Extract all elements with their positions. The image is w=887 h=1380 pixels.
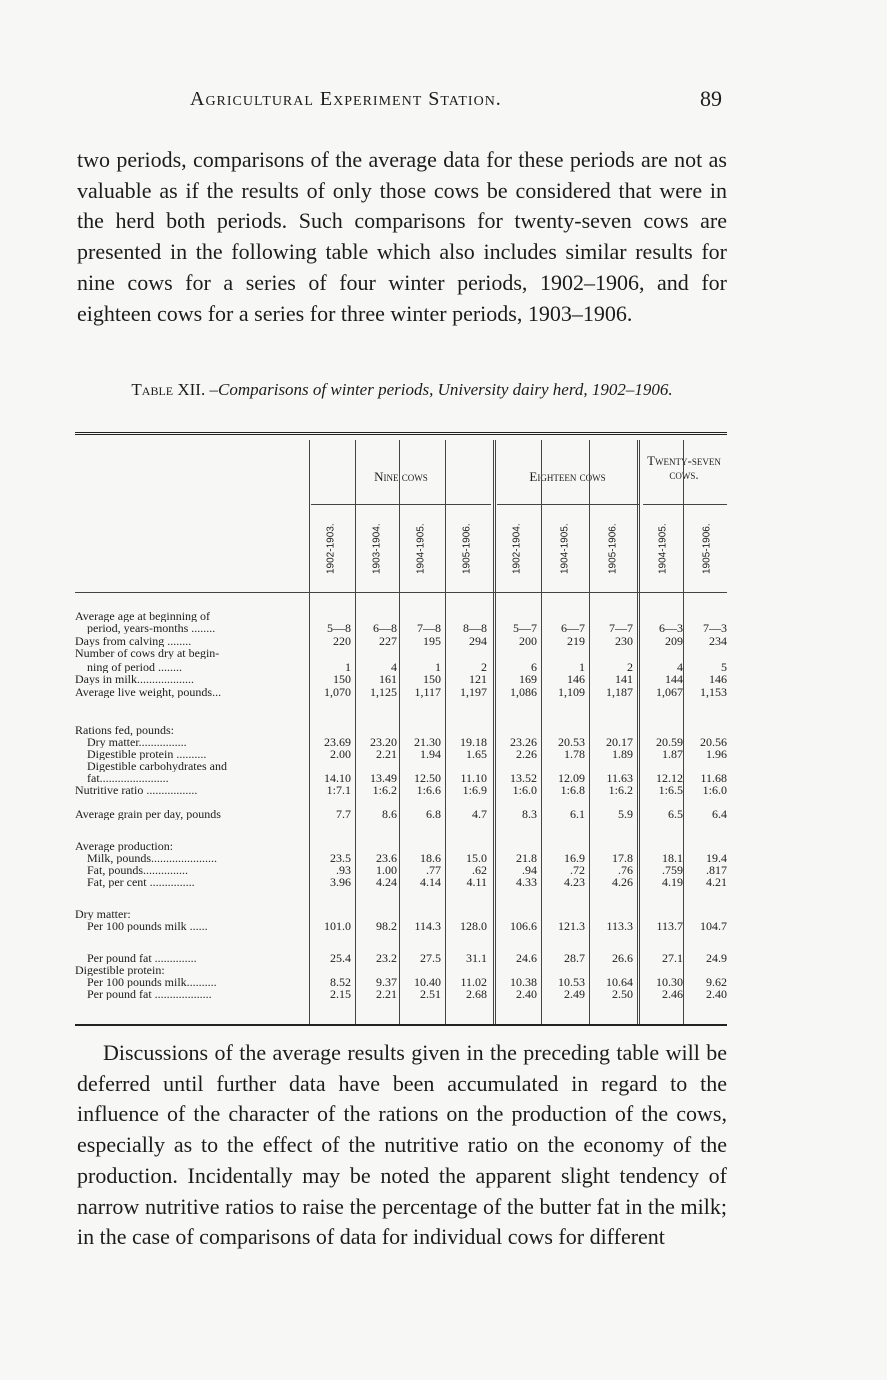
table-cell: .93 bbox=[336, 863, 351, 877]
table-cell: 144 bbox=[665, 672, 683, 686]
table-cell: 9.62 bbox=[706, 975, 727, 989]
table-cell: 1:7.1 bbox=[326, 783, 351, 797]
table-cell: 4.7 bbox=[472, 807, 487, 821]
column-header: 1905-1906. bbox=[607, 523, 619, 575]
table-cell: 230 bbox=[615, 634, 633, 648]
table-row bbox=[75, 622, 727, 634]
table-cell: 2.51 bbox=[420, 987, 441, 1001]
table-cell: 4.11 bbox=[466, 875, 487, 889]
table-cell: 6 bbox=[531, 660, 537, 674]
table-cell: 8—8 bbox=[463, 621, 487, 635]
table-cell: 21.30 bbox=[414, 735, 441, 749]
row-label: Number of cows dry at begin- bbox=[75, 647, 220, 659]
row-label: Fat, pounds............... bbox=[87, 864, 189, 876]
table-cell: 4.26 bbox=[612, 875, 633, 889]
table-cell: 15.0 bbox=[466, 851, 487, 865]
running-title: Agricultural Experiment Station. bbox=[190, 88, 502, 110]
table-title bbox=[77, 378, 727, 401]
table-cell: 14.10 bbox=[324, 771, 351, 785]
table-cell: 98.2 bbox=[376, 919, 397, 933]
table-cell: 6—8 bbox=[373, 621, 397, 635]
table-cell: 24.9 bbox=[706, 951, 727, 965]
table-cell: 1,125 bbox=[370, 685, 397, 699]
table-cell: 19.4 bbox=[706, 851, 727, 865]
table-cell: 2.46 bbox=[662, 987, 683, 1001]
table-cell: 10.30 bbox=[656, 975, 683, 989]
table-cell: 1 bbox=[345, 660, 351, 674]
table-cell: 4.33 bbox=[516, 875, 537, 889]
table-cell: 2 bbox=[627, 660, 633, 674]
table-cell: .817 bbox=[706, 863, 727, 877]
table-cell: 7—8 bbox=[417, 621, 441, 635]
table-row bbox=[75, 673, 727, 685]
table-cell: 4 bbox=[677, 660, 683, 674]
table-row bbox=[75, 647, 727, 659]
table-cell: 6.8 bbox=[426, 807, 441, 821]
table-cell: .72 bbox=[570, 863, 585, 877]
table-cell: 18.1 bbox=[662, 851, 683, 865]
table-cell: 2 bbox=[481, 660, 487, 674]
table-cell: 1 bbox=[579, 660, 585, 674]
table-cell: 4.23 bbox=[564, 875, 585, 889]
row-label: Average production: bbox=[75, 840, 174, 852]
table-cell: 161 bbox=[379, 672, 397, 686]
table-cell: 21.8 bbox=[516, 851, 537, 865]
table-cell: 10.40 bbox=[414, 975, 441, 989]
table-cell: .94 bbox=[522, 863, 537, 877]
paragraph-intro: two periods, comparisons of the average data for these periods are not as valuable as if the results of only those cows be considered that were in the herd both periods. Such comparisons for twenty-seven cows are presented in the following table which also includes similar results for nine cows for a series of four winter periods, 1902–1906, and for eighteen cows for a series for three winter periods, 1903–1906. bbox=[77, 147, 727, 326]
row-label: fat....................... bbox=[87, 772, 169, 784]
table-cell: 220 bbox=[333, 634, 351, 648]
column-header: 1905-1906. bbox=[701, 523, 713, 575]
row-label: Average grain per day, pounds bbox=[75, 808, 221, 820]
row-label: Days in milk................... bbox=[75, 673, 194, 685]
group-head-eighteen-cows: Eighteen cows bbox=[529, 469, 606, 484]
table-cell: 6—7 bbox=[561, 621, 585, 635]
table-cell: 6—3 bbox=[659, 621, 683, 635]
table-row bbox=[75, 686, 727, 698]
table-cell: 5.9 bbox=[618, 807, 633, 821]
table-cell: 23.5 bbox=[330, 851, 351, 865]
table-cell: 17.8 bbox=[612, 851, 633, 865]
row-label: Milk, pounds...................... bbox=[87, 852, 218, 864]
table-cell: 146 bbox=[567, 672, 585, 686]
table-cell: 1,187 bbox=[606, 685, 633, 699]
table-cell: 2.40 bbox=[516, 987, 537, 1001]
column-header: 1902-1903. bbox=[325, 523, 337, 575]
group-head-twenty-seven-cows: Twenty-seven cows. bbox=[647, 453, 721, 482]
column-header: 1905-1906. bbox=[461, 523, 473, 575]
table-cell: 1,070 bbox=[324, 685, 351, 699]
table-top-rule bbox=[75, 432, 727, 435]
table-cell: 3.96 bbox=[330, 875, 351, 889]
table-cell: 6.5 bbox=[668, 807, 683, 821]
row-label: period, years-months ........ bbox=[87, 622, 216, 634]
table-cell: 1:6.6 bbox=[416, 783, 441, 797]
table-cell: 113.7 bbox=[656, 919, 683, 933]
table-cell: .77 bbox=[426, 863, 441, 877]
table-cell: 1.65 bbox=[466, 747, 487, 761]
table-cell: 31.1 bbox=[466, 951, 487, 965]
table-cell: 20.17 bbox=[606, 735, 633, 749]
table-cell: 1:6.8 bbox=[560, 783, 585, 797]
row-label: Nutritive ratio ................. bbox=[75, 784, 198, 796]
column-header: 1904-1905. bbox=[559, 523, 571, 575]
table-cell: 1,109 bbox=[558, 685, 585, 699]
table-cell: 1.87 bbox=[662, 747, 683, 761]
table-cell: 209 bbox=[665, 634, 683, 648]
table-cell: 18.6 bbox=[420, 851, 441, 865]
table-cell: 294 bbox=[469, 634, 487, 648]
table-cell: 5—7 bbox=[513, 621, 537, 635]
table-cell: 104.7 bbox=[700, 919, 727, 933]
table-cell: 11.02 bbox=[460, 975, 487, 989]
table-cell: .62 bbox=[472, 863, 487, 877]
column-header: 1903-1904. bbox=[371, 523, 383, 575]
table-cell: 20.53 bbox=[558, 735, 585, 749]
table-cell: 12.12 bbox=[656, 771, 683, 785]
table-row bbox=[75, 988, 727, 1000]
table-cell: 106.6 bbox=[510, 919, 537, 933]
header-bottom-rule bbox=[75, 592, 727, 593]
table-cell: 6.1 bbox=[570, 807, 585, 821]
table-cell: 1:6.0 bbox=[702, 783, 727, 797]
table-cell: 101.0 bbox=[324, 919, 351, 933]
table-cell: 234 bbox=[709, 634, 727, 648]
table-cell: 1:6.0 bbox=[512, 783, 537, 797]
table-cell: 12.09 bbox=[558, 771, 585, 785]
table-cell: 24.6 bbox=[516, 951, 537, 965]
table-cell: 7—3 bbox=[703, 621, 727, 635]
table-cell: 27.5 bbox=[420, 951, 441, 965]
table-cell: 5 bbox=[721, 660, 727, 674]
table-cell: 1.96 bbox=[706, 747, 727, 761]
table-cell: 2.68 bbox=[466, 987, 487, 1001]
group-underline bbox=[643, 504, 727, 505]
row-label: Dry matter: bbox=[75, 908, 131, 920]
table-cell: 1 bbox=[435, 660, 441, 674]
table-cell: 2.21 bbox=[376, 747, 397, 761]
table-cell: 10.38 bbox=[510, 975, 537, 989]
table-cell: 1:6.9 bbox=[462, 783, 487, 797]
table-cell: 8.52 bbox=[330, 975, 351, 989]
row-label: Dry matter................ bbox=[87, 736, 187, 748]
table-cell: 121 bbox=[469, 672, 487, 686]
table-cell: 2.50 bbox=[612, 987, 633, 1001]
row-label: Average live weight, pounds... bbox=[75, 686, 222, 698]
table-cell: 1.89 bbox=[612, 747, 633, 761]
table-caption: –Comparisons of winter periods, University dairy herd, 1902–1906. bbox=[205, 380, 673, 399]
table-row bbox=[75, 635, 727, 647]
table-cell: 1,086 bbox=[510, 685, 537, 699]
table-row bbox=[75, 952, 727, 964]
row-label: Per pound fat .............. bbox=[87, 952, 197, 964]
table-cell: 114.3 bbox=[414, 919, 441, 933]
table-cell: 10.53 bbox=[558, 975, 585, 989]
table-cell: 9.37 bbox=[376, 975, 397, 989]
table-cell: 2.26 bbox=[516, 747, 537, 761]
table-cell: .759 bbox=[662, 863, 683, 877]
table-cell: 4.14 bbox=[420, 875, 441, 889]
row-label: Digestible carbohydrates and bbox=[87, 760, 227, 772]
table-row bbox=[75, 876, 727, 888]
table-cell: 1.00 bbox=[376, 863, 397, 877]
table-cell: 19.18 bbox=[460, 735, 487, 749]
table-cell: 1,067 bbox=[656, 685, 683, 699]
row-label: Digestible protein: bbox=[75, 964, 165, 976]
column-header: 1904-1905. bbox=[415, 523, 427, 575]
table-cell: 2.00 bbox=[330, 747, 351, 761]
table-cell: 25.4 bbox=[330, 951, 351, 965]
table-cell: 1,197 bbox=[460, 685, 487, 699]
table-cell: 1.78 bbox=[564, 747, 585, 761]
table-cell: 150 bbox=[423, 672, 441, 686]
table-cell: 1:6.2 bbox=[372, 783, 397, 797]
table-cell: 2.15 bbox=[330, 987, 351, 1001]
table-cell: 5—8 bbox=[327, 621, 351, 635]
row-label: Per pound fat ................... bbox=[87, 988, 212, 1000]
row-label: Days from calving ........ bbox=[75, 635, 192, 647]
table-cell: 227 bbox=[379, 634, 397, 648]
table-cell: 113.3 bbox=[606, 919, 633, 933]
table-cell: 7.7 bbox=[336, 807, 351, 821]
table-cell: 169 bbox=[519, 672, 537, 686]
table-cell: 2.49 bbox=[564, 987, 585, 1001]
table-cell: 7—7 bbox=[609, 621, 633, 635]
table-cell: 200 bbox=[519, 634, 537, 648]
group-head-nine-cows: Nine cows bbox=[374, 469, 428, 484]
table-cell: 219 bbox=[567, 634, 585, 648]
table-row bbox=[75, 808, 727, 820]
table-cell: 28.7 bbox=[564, 951, 585, 965]
row-label: Average age at beginning of bbox=[75, 610, 211, 622]
column-header: 1904-1905. bbox=[657, 523, 669, 575]
table-bottom-rule bbox=[75, 1024, 727, 1026]
table-cell: 121.3 bbox=[558, 919, 585, 933]
page-number: 89 bbox=[700, 86, 722, 111]
table-cell: 8.6 bbox=[382, 807, 397, 821]
table-cell: 128.0 bbox=[460, 919, 487, 933]
table-cell: 2.40 bbox=[706, 987, 727, 1001]
table-cell: 20.56 bbox=[700, 735, 727, 749]
table-cell: 26.6 bbox=[612, 951, 633, 965]
table-cell: 23.20 bbox=[370, 735, 397, 749]
table-cell: 2.21 bbox=[376, 987, 397, 1001]
table-cell: 195 bbox=[423, 634, 441, 648]
table-cell: 1:6.2 bbox=[608, 783, 633, 797]
table-cell: 8.3 bbox=[522, 807, 537, 821]
table-row bbox=[75, 748, 727, 760]
table-cell: 23.69 bbox=[324, 735, 351, 749]
row-label: Rations fed, pounds: bbox=[75, 724, 174, 736]
table-cell: 1,153 bbox=[700, 685, 727, 699]
group-underline bbox=[311, 504, 491, 505]
comparison-table bbox=[75, 432, 727, 1026]
table-cell: 146 bbox=[709, 672, 727, 686]
table-cell: 23.26 bbox=[510, 735, 537, 749]
table-cell: 13.52 bbox=[510, 771, 537, 785]
table-cell: 4 bbox=[391, 660, 397, 674]
table-cell: 13.49 bbox=[370, 771, 397, 785]
table-cell: 141 bbox=[615, 672, 633, 686]
table-cell: 150 bbox=[333, 672, 351, 686]
row-label: Per 100 pounds milk.......... bbox=[87, 976, 217, 988]
table-cell: 6.4 bbox=[712, 807, 727, 821]
table-cell: 23.2 bbox=[376, 951, 397, 965]
table-cell: 1.94 bbox=[420, 747, 441, 761]
table-cell: 1:6.5 bbox=[658, 783, 683, 797]
table-label: Table XII. bbox=[131, 380, 206, 399]
table-cell: 4.19 bbox=[662, 875, 683, 889]
row-label: Fat, per cent ............... bbox=[87, 876, 195, 888]
table-cell: 23.6 bbox=[376, 851, 397, 865]
table-cell: 11.63 bbox=[606, 771, 633, 785]
table-cell: 12.50 bbox=[414, 771, 441, 785]
table-row bbox=[75, 920, 727, 932]
table-cell: 11.10 bbox=[460, 771, 487, 785]
row-label: ning of period ........ bbox=[87, 661, 182, 673]
table-cell: 4.24 bbox=[376, 875, 397, 889]
table-cell: 1,117 bbox=[414, 685, 441, 699]
table-row bbox=[75, 784, 727, 796]
table-cell: 16.9 bbox=[564, 851, 585, 865]
row-label: Per 100 pounds milk ...... bbox=[87, 920, 208, 932]
table-cell: 10.64 bbox=[606, 975, 633, 989]
paragraph-discussion: Discussions of the average results given in the preceding table will be deferred until further data have been accumulated in regard to the influence of the character of the rations on the production of the cows, especially as to the effect of the nutritive ratio on the economy of the production. Incidentally may be noted the apparent slight tendency of narrow nutritive ratios to raise the percentage of the butter fat in the milk; in the case of comparisons of data for individual cows for different bbox=[77, 1040, 727, 1250]
column-header: 1902-1904. bbox=[511, 523, 523, 575]
table-cell: .76 bbox=[618, 863, 633, 877]
row-label: Digestible protein .......... bbox=[87, 748, 207, 760]
table-cell: 27.1 bbox=[662, 951, 683, 965]
table-cell: 20.59 bbox=[656, 735, 683, 749]
table-cell: 11.68 bbox=[700, 771, 727, 785]
group-underline bbox=[497, 504, 639, 505]
table-cell: 4.21 bbox=[706, 875, 727, 889]
